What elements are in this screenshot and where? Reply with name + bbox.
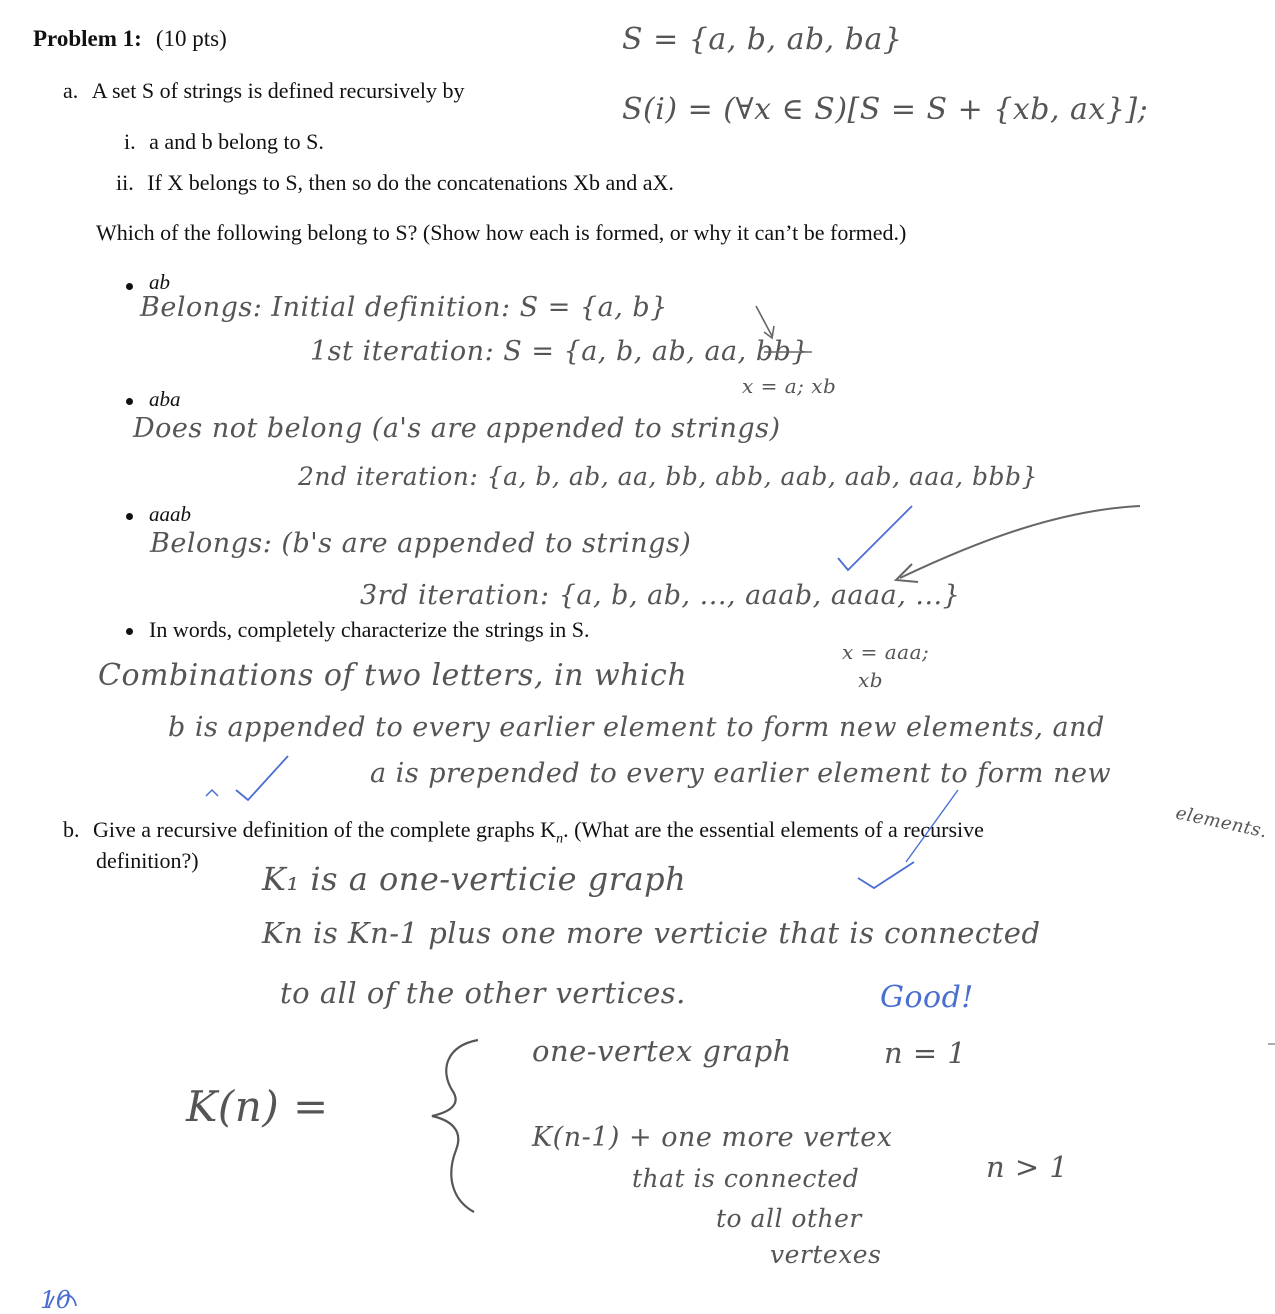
hw-ab-line1: Belongs: Initial definition: S = {a, b} [140,292,668,323]
hw-recursive-rule: S(i) = (∀x ∈ S)[S = S + {xb, ax}]; [622,92,1149,127]
item-ab: ab [149,270,170,294]
bullet-dot [126,398,133,405]
hw-case1-cond: n = 1 [884,1036,967,1070]
rule-i-marker: i. [124,129,136,154]
part-a-intro [63,78,465,104]
problem-label: Problem 1: [33,26,142,51]
small-arrow [756,306,774,338]
part-b-marker: b. [63,817,80,842]
rule-ii [116,170,674,196]
hw-case2-line2: that is connected [632,1164,860,1193]
brace-shape [432,1040,478,1212]
hw-aaab-line1: Belongs: (b's are appended to strings) [150,528,692,559]
hw-case1: one-vertex graph [532,1034,792,1068]
rule-i-text: a and b belong to S. [149,129,324,154]
problem-points: (10 pts) [155,26,227,51]
grader-score-corner: 10 [40,1286,72,1314]
characterize-prompt: In words, completely characterize the strings in S. [149,617,590,642]
hw-aba-line1: Does not belong (a's are appended to strings) [133,413,781,444]
hw-aaab-note1: x = aaa; [842,640,930,664]
check-mark [838,506,912,570]
rule-ii-marker: ii. [116,170,134,195]
bullet-dot [126,628,133,635]
rule-ii-text: If X belongs to S, then so do the concatenations Xb and aX. [147,170,674,195]
hw-case2-line3: to all other [716,1204,862,1233]
part-b-text-end: . (What are the essential elements of a recursive [563,817,984,842]
hw-kfunc: K(n) = [186,1082,329,1131]
part-b-question-line2: definition?) [96,848,199,873]
hw-case2-cond: n > 1 [986,1150,1069,1184]
item-aba: aba [149,387,181,411]
part-a-marker: a. [63,78,79,103]
hw-aaab-note2: xb [858,668,884,692]
check-mark [236,756,288,800]
problem-heading [33,26,227,52]
part-a-question: Which of the following belong to S? (Show how each is formed, or why it can’t be formed.) [96,220,907,245]
grader-comment: Good! [880,980,974,1015]
part-b-subscript: n [556,831,564,847]
part-a-intro-text: A set S of strings is defined recursively by [91,78,465,103]
hw-words-line1: Combinations of two letters, in which [98,658,688,693]
hw-kn-line2: Kn is Kn-1 plus one more verticie that is connected [262,916,1041,950]
check-mark [206,790,218,796]
item-aaab: aaab [149,502,191,526]
hw-case2-line4: vertexes [770,1240,882,1269]
hw-ab-line2: 1st iteration: S = {a, b, ab, aa, bb} [310,336,810,367]
hw-words-line3: a is prepended to every earlier element to form new [370,758,1112,789]
hw-set-definition: S = {a, b, ab, ba} [622,22,903,57]
hw-case2-line1: K(n-1) + one more vertex [532,1122,893,1153]
check-mark [858,862,914,888]
bullet-dot [126,513,133,520]
hw-kn-line3: to all of the other vertices. [280,976,686,1010]
hw-words-line2: b is appended to every earlier element to form new elements, and [168,712,1105,743]
part-b-text: Give a recursive definition of the complete graphs K [93,817,557,842]
hw-ab-note: x = a; xb [742,374,837,398]
hw-aaab-line2: 3rd iteration: {a, b, ab, ..., aaab, aaaa, ...} [360,580,961,611]
hw-kn-line1: K₁ is a one-verticie graph [262,860,687,898]
hw-words-line4: elements. [1173,802,1270,843]
bullet-dot [126,283,133,290]
rule-i [124,129,324,155]
hw-aba-line2: 2nd iteration: {a, b, ab, aa, bb, abb, aab, aab, aaa, bbb} [298,462,1038,491]
part-b-question [63,817,984,847]
arrow-line [900,506,1140,578]
